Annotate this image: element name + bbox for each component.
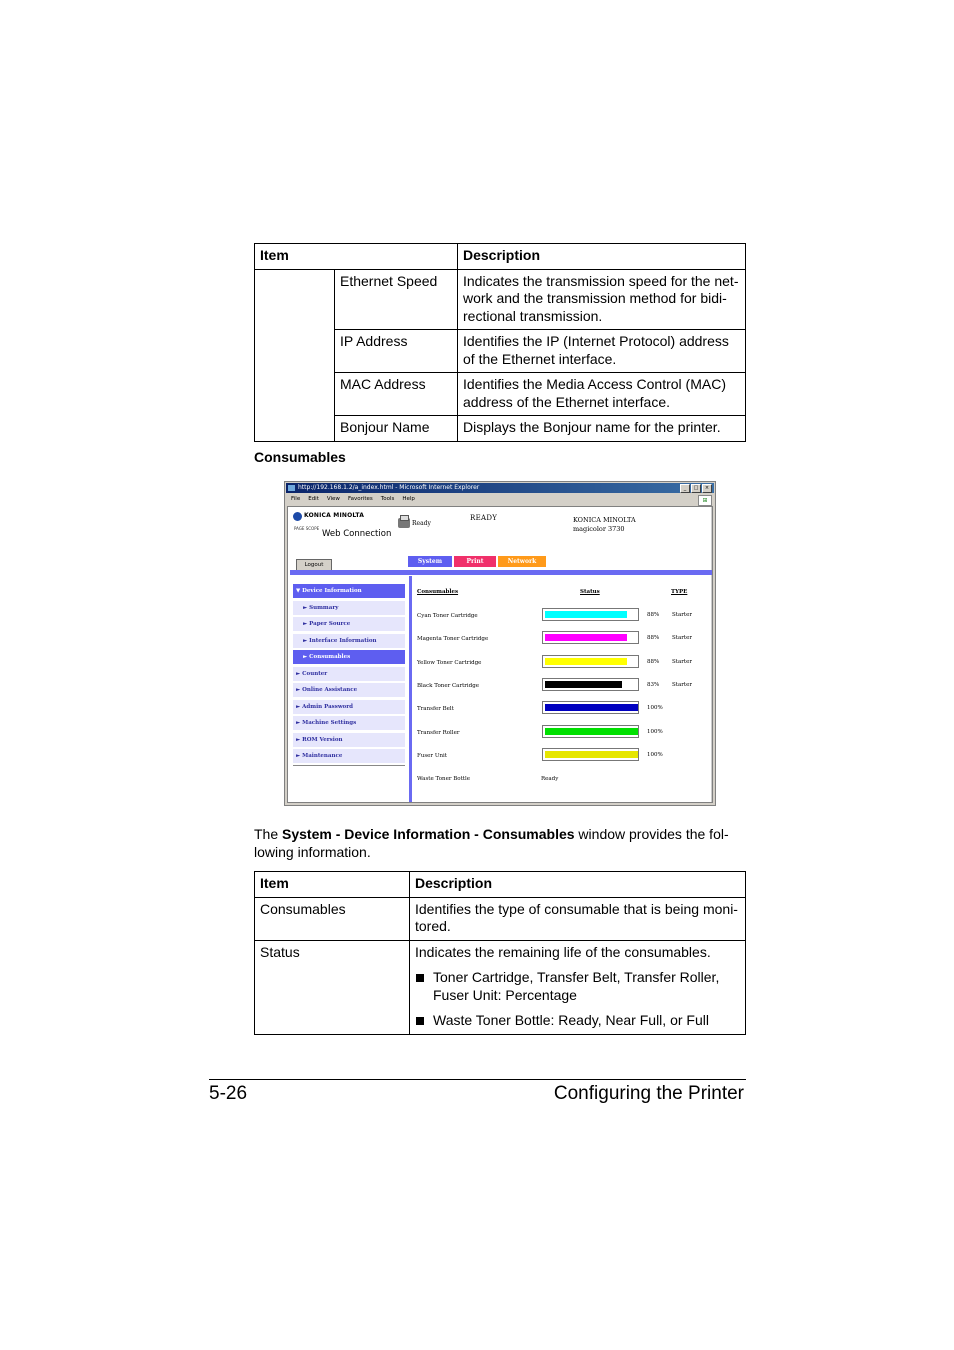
window-titlebar (286, 483, 714, 493)
window-title: http://192.168.1.2/a_index.html - Microsoft Internet Explorer (298, 484, 480, 491)
consumable-type: Starter (672, 635, 692, 642)
table-cell-item: Ethernet Speed (335, 269, 458, 330)
chapter-title: Configuring the Printer (553, 1083, 744, 1104)
sidebar-item-consumables[interactable]: ► Consumables (293, 650, 405, 664)
table-header-description: Description (458, 244, 746, 270)
table-cell-description (410, 940, 746, 1034)
pagescope-logo: PAGE SCOPE (294, 526, 320, 531)
list-item: Toner Cartridge, Transfer Belt, Transfer Roller, Fuser Unit: Percentage (415, 969, 740, 1004)
consumable-type: Starter (672, 681, 692, 688)
consumable-status: 83% (647, 681, 660, 688)
nav-bottom-rule (293, 765, 405, 766)
consumable-name: Transfer Roller (417, 729, 460, 736)
minimize-button[interactable]: _ (680, 484, 690, 493)
column-header-status: Status (580, 589, 600, 595)
menu-view[interactable]: View (326, 496, 340, 502)
list-item: Waste Toner Bottle: Ready, Near Full, or Full (415, 1012, 740, 1030)
table-cell-description: Indicates the transmission speed for the net-work and the transmission method for bidi-rectional transmission. (458, 269, 746, 330)
table-row (255, 897, 746, 940)
consumable-status: 88% (647, 635, 660, 642)
konica-minolta-logo-icon (293, 512, 302, 521)
menu-bar (286, 494, 714, 505)
paragraph-pre: The (254, 826, 283, 842)
column-header-consumables: Consumables (417, 589, 459, 595)
consumable-type: Starter (672, 658, 692, 665)
menu-favorites[interactable]: Favorites (347, 496, 373, 502)
consumable-name: Yellow Toner Cartridge (417, 659, 482, 666)
consumable-level-bar (542, 748, 639, 761)
menu-help[interactable]: Help (402, 496, 415, 502)
consumable-row (417, 701, 707, 719)
brand-line-2: magicolor 3730 (573, 525, 625, 533)
windows-logo-icon: ⊞ (698, 495, 712, 506)
table-cell-item: MAC Address (335, 373, 458, 416)
table-cell-item: Status (255, 940, 410, 1034)
status-ready-big: READY (470, 514, 498, 522)
table-row (255, 940, 746, 1034)
maximize-button[interactable]: □ (691, 484, 701, 493)
sidebar-item-online-assistance[interactable]: ► Online Assistance (293, 683, 405, 697)
footer-rule (209, 1079, 746, 1080)
menu-edit[interactable]: Edit (308, 496, 319, 502)
header-divider (290, 570, 712, 575)
consumable-name: Transfer Belt (417, 706, 454, 713)
paragraph-post: window provides the fol-lowing information. (254, 826, 729, 860)
web-connection-label: Web Connection (322, 529, 392, 539)
ie-icon (288, 485, 295, 491)
consumable-status: 100% (647, 728, 663, 735)
nav-divider (409, 576, 412, 803)
scrollbar[interactable] (711, 507, 712, 802)
browser-screenshot (284, 481, 716, 806)
consumable-row (417, 678, 707, 696)
consumable-level-fill (545, 611, 627, 618)
status-description: Indicates the remaining life of the consumables. (415, 943, 711, 960)
table-header-description: Description (410, 872, 746, 898)
body-paragraph (254, 825, 746, 861)
consumable-level-fill (545, 704, 638, 711)
logout-button[interactable]: Logout (296, 559, 332, 571)
table-cell-description: Identifies the Media Access Control (MAC) address of the Ethernet interface. (458, 373, 746, 416)
sidebar-nav (293, 584, 405, 766)
table-header-item: Item (255, 244, 458, 270)
consumable-status: 100% (647, 751, 663, 758)
consumable-status: 88% (647, 612, 660, 618)
consumable-row (417, 748, 707, 766)
consumables-info-table (254, 871, 746, 1035)
consumable-level-bar (542, 678, 639, 691)
paragraph-bold: System - Device Information - Consumables (282, 826, 575, 842)
table-header-item: Item (255, 872, 410, 898)
table-cell-item: Bonjour Name (335, 416, 458, 442)
tab-network[interactable]: Network (498, 556, 546, 567)
sidebar-item-admin-password[interactable]: ► Admin Password (293, 700, 405, 714)
consumable-level-bar (542, 631, 639, 644)
consumable-level-bar (542, 701, 639, 714)
close-button[interactable]: × (702, 484, 712, 493)
tab-system[interactable]: System (408, 556, 452, 567)
consumable-level-bar (542, 725, 639, 738)
sidebar-item-summary[interactable]: ► Summary (293, 601, 405, 615)
table-row (255, 269, 746, 330)
consumable-name: Magenta Toner Cartridge (417, 636, 489, 643)
consumable-level-bar (542, 655, 639, 668)
consumable-level-fill (545, 634, 627, 641)
consumable-row (417, 631, 707, 649)
printer-icon (398, 518, 410, 528)
sidebar-item-maintenance[interactable]: ► Maintenance (293, 749, 405, 763)
table-cell-empty (255, 269, 335, 441)
consumable-type: Starter (672, 612, 692, 618)
table-cell-item: Consumables (255, 897, 410, 940)
brand-line-1: KONICA MINOLTA (573, 516, 636, 524)
menu-tools[interactable]: Tools (380, 496, 395, 502)
consumable-name: Fuser Unit (417, 752, 447, 759)
table-cell-description: Displays the Bonjour name for the printer. (458, 416, 746, 442)
menu-file[interactable]: File (291, 496, 301, 502)
sidebar-item-device-information[interactable]: ▼ Device Information (293, 584, 405, 598)
consumable-row (417, 655, 707, 673)
tab-print[interactable]: Print (454, 556, 496, 567)
status-bullet-list (415, 969, 740, 1030)
consumable-row (417, 608, 707, 626)
consumable-level-fill (545, 658, 627, 665)
section-heading: Consumables (254, 449, 346, 465)
consumable-name: Black Toner Cartridge (417, 682, 479, 689)
consumable-name: Cyan Toner Cartridge (417, 613, 478, 619)
consumable-row (417, 725, 707, 743)
consumable-status: 88% (647, 658, 660, 665)
sidebar-item-paper-source[interactable]: ► Paper Source (293, 617, 405, 631)
consumable-level-bar (542, 608, 639, 621)
consumable-row (417, 771, 707, 789)
sidebar-item-counter[interactable]: ► Counter (293, 667, 405, 681)
printer-model (573, 516, 636, 534)
table-cell-item: IP Address (335, 330, 458, 373)
logo-text: KONICA MINOLTA (304, 512, 365, 519)
web-page (287, 506, 713, 803)
table-cell-description: Identifies the type of consumable that is being moni-tored. (410, 897, 746, 940)
consumable-level-fill (545, 751, 638, 758)
consumable-level-fill (545, 728, 638, 735)
consumable-level-fill (545, 681, 622, 688)
table-cell-description: Identifies the IP (Internet Protocol) address of the Ethernet interface. (458, 330, 746, 373)
consumable-name: Waste Toner Bottle (417, 776, 471, 783)
window-controls (680, 484, 712, 493)
status-ready-small: Ready (412, 520, 431, 527)
sidebar-item-rom-version[interactable]: ► ROM Version (293, 733, 405, 747)
consumable-status: Ready (541, 776, 559, 783)
sidebar-item-machine-settings[interactable]: ► Machine Settings (293, 716, 405, 730)
page-number: 5-26 (209, 1083, 248, 1104)
consumable-status: 100% (647, 705, 663, 712)
ethernet-info-table (254, 243, 746, 442)
sidebar-item-interface-information[interactable]: ► Interface Information (293, 634, 405, 648)
column-header-type: TYPE (671, 589, 688, 595)
